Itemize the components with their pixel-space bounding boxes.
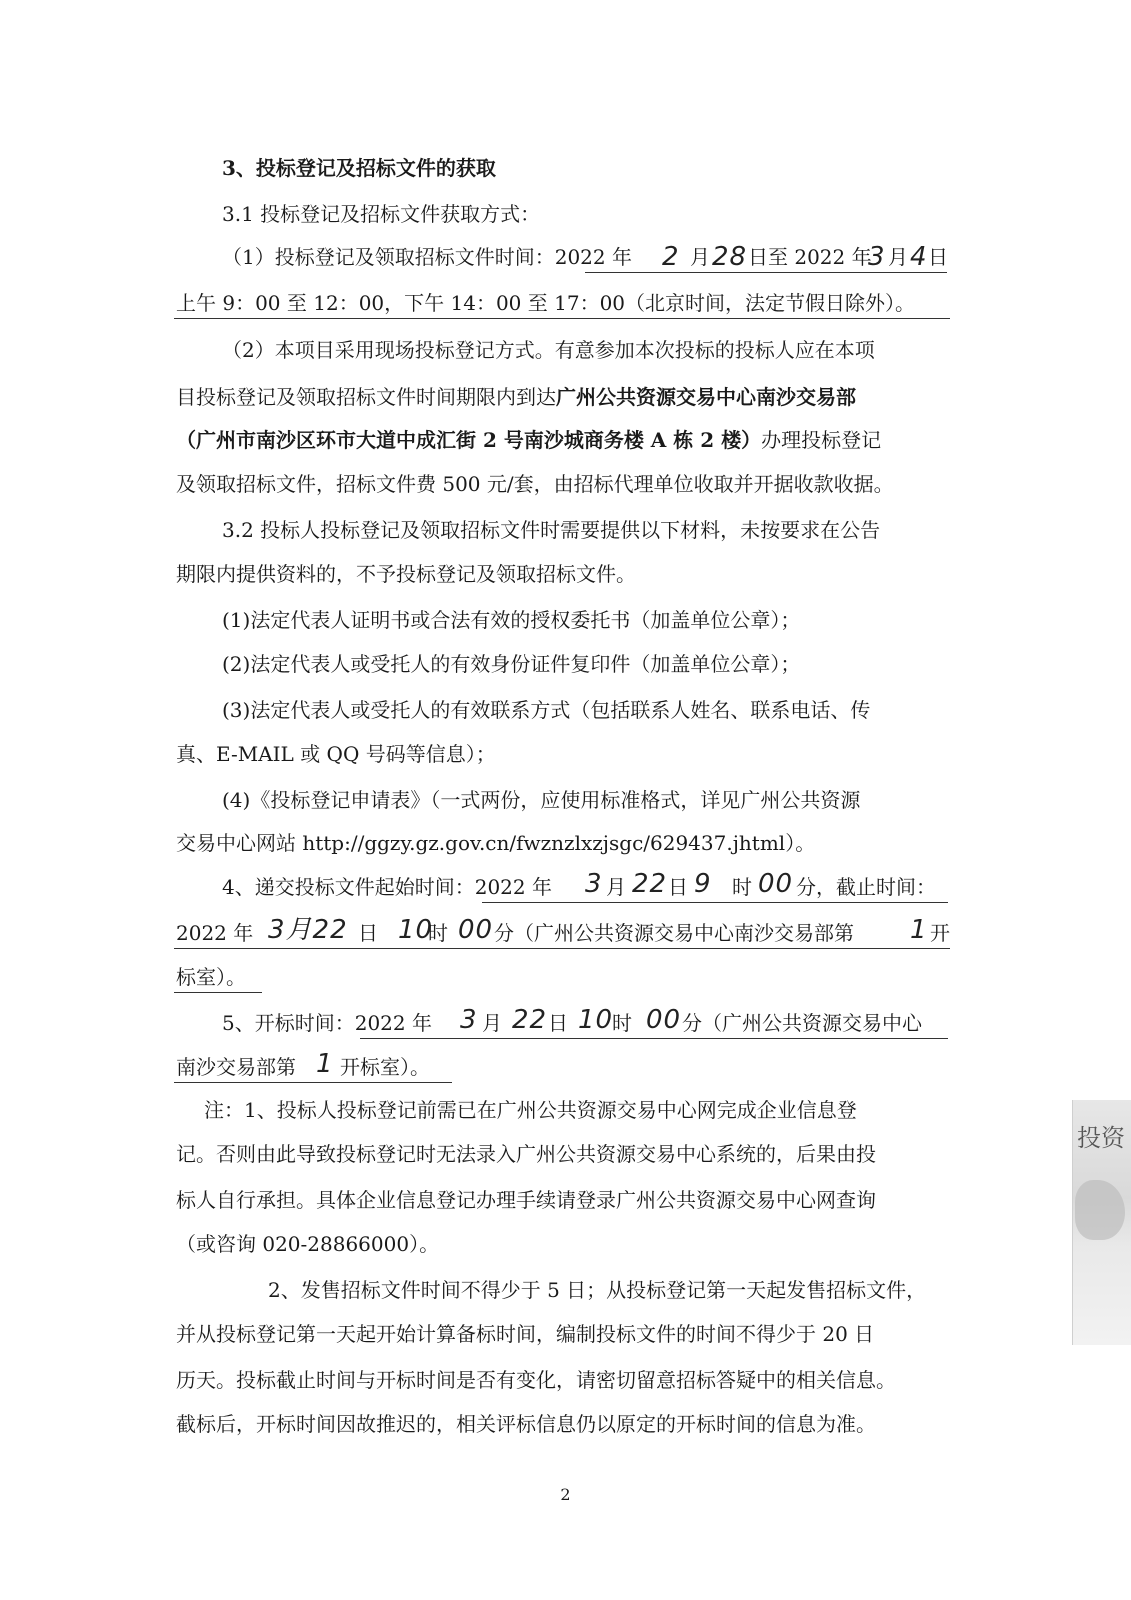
- handwritten-open-month: 3: [460, 1005, 478, 1035]
- note-line: 注：1、投标人投标登记前需已在广州公共资源交易中心网完成企业信息登: [204, 1098, 857, 1122]
- reg-time-label: （1）投标登记及领取招标文件时间：: [222, 245, 555, 269]
- deadline-room-end: 标室）。: [176, 965, 246, 989]
- handwritten-reg-start-day: 28: [712, 242, 748, 272]
- underline: [174, 318, 950, 319]
- open-room-line: 南沙交易部第: [176, 1055, 296, 1079]
- paragraph-line: 及领取招标文件，招标文件费 500 元/套，由招标代理单位收取并开据收款收据。: [176, 472, 894, 496]
- handwritten-open-day: 22: [512, 1005, 548, 1035]
- handwritten-submit-day: 22: [632, 869, 668, 899]
- handwritten-reg-start-month: 2: [662, 242, 680, 272]
- subsection-heading: 3.1 投标登记及招标文件获取方式：: [222, 202, 541, 226]
- reg-hours-line: 上午 9：00 至 12：00，下午 14：00 至 17：00（北京时间，法定节假日除外）。: [176, 291, 916, 315]
- list-item-cont: 真、E-MAIL 或 QQ 号码等信息）；: [176, 742, 496, 766]
- submit-month-unit: 月: [606, 875, 626, 899]
- submit-day-unit: 日: [668, 875, 688, 899]
- handwritten-open-hour: 10: [578, 1005, 614, 1035]
- reg-mid: 日至 2022 年: [748, 245, 872, 269]
- underline: [482, 902, 948, 903]
- deadline-year: 2022 年: [176, 921, 254, 945]
- open-hour-unit: 时: [612, 1011, 632, 1035]
- open-day-unit: 日: [548, 1011, 568, 1035]
- open-room-end: 开标室）。: [340, 1055, 430, 1079]
- underline: [174, 948, 950, 949]
- note-line: 并从投标登记第一天起开始计算备标时间，编制投标文件的时间不得少于 20 日: [176, 1322, 875, 1346]
- reg-time-line: [222, 237, 632, 277]
- handwritten-submit-minute: 00: [758, 869, 794, 899]
- deadline-venue: 分（广州公共资源交易中心南沙交易部第: [494, 921, 854, 945]
- note-line: 标人自行承担。具体企业信息登记办理手续请登录广州公共资源交易中心网查询: [176, 1188, 876, 1212]
- handwritten-room-2: 1: [316, 1049, 334, 1079]
- handwritten-open-minute: 00: [646, 1005, 682, 1035]
- deadline-hour-unit: 时: [428, 921, 448, 945]
- list-item: (4)《投标登记申请表》（一式两份，应使用标准格式，详见广州公共资源: [222, 788, 861, 812]
- handwritten-submit-hour: 9: [694, 869, 712, 899]
- handwritten-submit-month: 3: [585, 869, 603, 899]
- underline: [360, 1038, 948, 1039]
- note-line: 截标后，开标时间因故推迟的，相关评标信息仍以原定的开标时间的信息为准。: [176, 1412, 876, 1436]
- list-item: (1)法定代表人证明书或合法有效的授权委托书（加盖单位公章）；: [222, 608, 801, 632]
- reg-month-2: 月: [888, 245, 908, 269]
- note-line: 2、发售招标文件时间不得少于 5 日；从投标登记第一天起发售招标文件，: [268, 1278, 927, 1302]
- reg-day-2: 日: [928, 245, 948, 269]
- underline: [174, 992, 262, 993]
- reg-time-year-start: 2022 年: [554, 245, 632, 269]
- list-item: (3)法定代表人或受托人的有效联系方式（包括联系人姓名、联系电话、传: [222, 698, 871, 722]
- paragraph-line: 目投标登记及领取招标文件时间期限内到达广州公共资源交易中心南沙交易部: [176, 385, 856, 409]
- venue-address: （广州市南沙区环市大道中成汇街 2 号南沙城商务楼 A 栋 2 楼）: [176, 428, 762, 452]
- paragraph-line: 期限内提供资料的，不予投标登记及领取招标文件。: [176, 562, 636, 586]
- list-item-cont: 交易中心网站 http://ggzy.gz.gov.cn/fwznzlxzjsgc/629437.jhtml）。: [176, 831, 816, 855]
- section-heading: 3、投标登记及招标文件的获取: [222, 156, 496, 180]
- page-number: 2: [560, 1485, 571, 1504]
- stamp-text: 投资: [1077, 1124, 1125, 1152]
- open-time-line: 5、开标时间：2022 年: [222, 1011, 432, 1035]
- open-venue: 分（广州公共资源交易中心: [682, 1011, 922, 1035]
- handwritten-reg-end-month: 3: [868, 242, 886, 272]
- venue-name: 广州公共资源交易中心南沙交易部: [556, 385, 856, 409]
- note-line: （或咨询 020-28866000）。: [176, 1232, 440, 1256]
- stamp-blot: [1075, 1180, 1125, 1240]
- submit-deadline-label: 分，截止时间：: [796, 875, 936, 899]
- paragraph-line: （广州市南沙区环市大道中成汇街 2 号南沙城商务楼 A 栋 2 楼）办理投标登记: [176, 428, 882, 452]
- handwritten-deadline-month-day: 3月22: [268, 915, 348, 945]
- deadline-room-unit: 开: [930, 921, 950, 945]
- underline: [174, 1082, 452, 1083]
- handwritten-deadline-minute: 00: [458, 915, 494, 945]
- reg-month-1: 月: [690, 245, 710, 269]
- paragraph-line: 3.2 投标人投标登记及领取招标文件时需要提供以下材料，未按要求在公告: [222, 518, 881, 542]
- handwritten-room-1: 1: [910, 915, 928, 945]
- underline: [585, 272, 947, 273]
- submit-time-line: 4、递交投标文件起始时间：2022 年: [222, 875, 552, 899]
- note-line: 记。否则由此导致投标登记时无法录入广州公共资源交易中心系统的，后果由投: [176, 1142, 876, 1166]
- seal-stamp: [1072, 1100, 1131, 1345]
- paragraph-line: （2）本项目采用现场投标登记方式。有意参加本次投标的投标人应在本项: [222, 338, 875, 362]
- list-item: (2)法定代表人或受托人的有效身份证件复印件（加盖单位公章）；: [222, 652, 801, 676]
- note-line: 历天。投标截止时间与开标时间是否有变化，请密切留意招标答疑中的相关信息。: [176, 1368, 896, 1392]
- deadline-day-unit: 日: [358, 921, 378, 945]
- handwritten-deadline-hour: 10: [398, 915, 434, 945]
- open-month-unit: 月: [482, 1011, 502, 1035]
- handwritten-reg-end-day: 4: [910, 242, 928, 272]
- submit-hour-unit: 时: [732, 875, 752, 899]
